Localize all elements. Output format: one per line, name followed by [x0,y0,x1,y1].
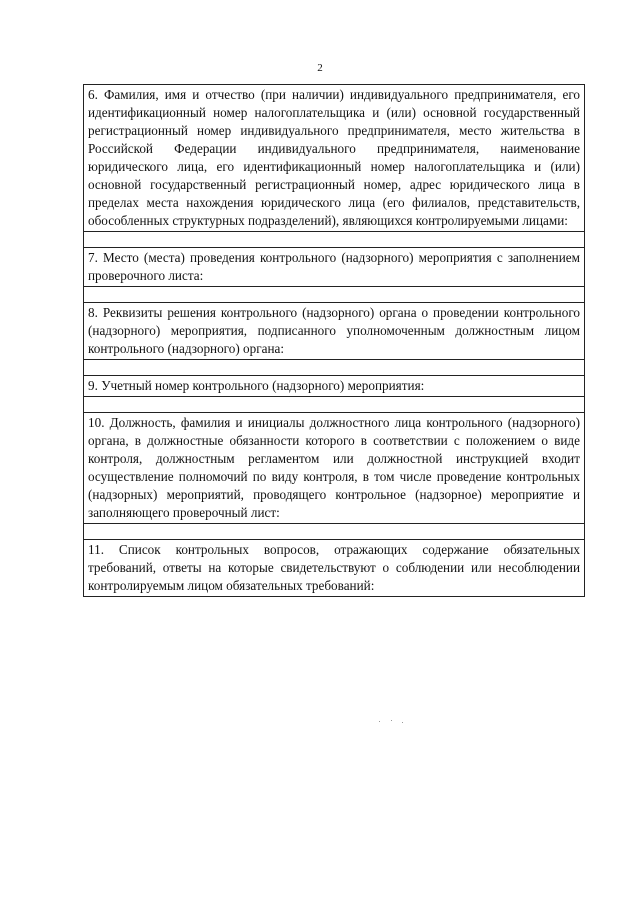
section-6-text: 6. Фамилия, имя и отчество (при наличии) индивидуального предпринимателя, его идентификационный номер налогоплательщика и (или) основной государственный регистрационный номер индивидуального предпринимателя, место жительства в Российской Федерации индивидуального предпринимателя, наименование юридического лица, его идентификационный номер налогоплательщика и (или) основной государственный регистрационный номер, адрес юридического лица в пределах места нахождения юридического лица (его филиалов, представительств, обособленных структурных подразделений), являющихся контролируемыми лицами: [84,85,585,232]
section-6-answer-row [84,232,585,248]
section-6-row [84,85,585,232]
section-7-row [84,248,585,287]
section-8-answer-field[interactable] [84,360,585,376]
section-9-answer-row [84,397,585,413]
section-10-row [84,413,585,524]
page-number: 2 [317,62,323,74]
section-6-answer-field[interactable] [84,232,585,248]
section-8-text: 8. Реквизиты решения контрольного (надзорного) органа о проведении контрольного (надзорного) мероприятия, подписанного уполномоченным должностным лицом контрольного (надзорного) органа: [84,303,585,360]
section-8-answer-row [84,360,585,376]
section-9-text: 9. Учетный номер контрольного (надзорного) мероприятия: [84,376,585,397]
section-9-row [84,376,585,397]
checklist-form-table [83,84,585,597]
section-11-row [84,540,585,597]
scan-artifact [375,718,415,724]
scan-speck [402,722,403,723]
section-9-answer-field[interactable] [84,397,585,413]
section-7-answer-field[interactable] [84,287,585,303]
section-7-text: 7. Место (места) проведения контрольного (надзорного) мероприятия с заполнением проверочного листа: [84,248,585,287]
scan-speck [379,721,380,722]
section-8-row [84,303,585,360]
section-7-answer-row [84,287,585,303]
section-11-text: 11. Список контрольных вопросов, отражающих содержание обязательных требований, ответы на которые свидетельствуют о соблюдении или несоблюдении контролируемым лицом обязательных требований: [84,540,585,597]
section-10-answer-field[interactable] [84,524,585,540]
section-10-answer-row [84,524,585,540]
scan-speck [391,720,392,721]
section-10-text: 10. Должность, фамилия и инициалы должностного лица контрольного (надзорного) органа, в должностные обязанности которого в соответствии с положением о виде контроля, должностным регламентом или должностной инструкцией входит осуществление полномочий по виду контроля, в том числе проведение контрольных (надзорных) мероприятий, проводящего контрольное (надзорное) мероприятие и заполняющего проверочный лист: [84,413,585,524]
